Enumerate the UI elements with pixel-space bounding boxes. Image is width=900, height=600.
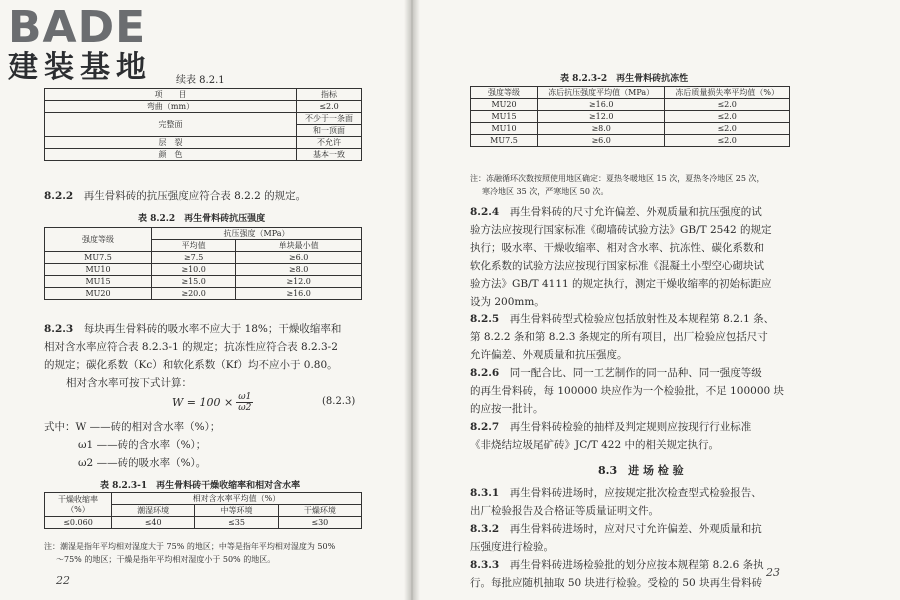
table-8-2-3-2-caption: 表 8.2.3-2 再生骨料砖抗冻性 — [560, 74, 689, 84]
logo-brand: BADE — [8, 2, 147, 53]
table-8-2-1-cont — [44, 88, 362, 161]
clause-8-3-2: 8.3.2 再生骨料砖进场时，应对尺寸允许偏差、外观质量和抗 压强度进行检验。 — [470, 523, 762, 553]
formula-tag: (8.2.3) — [322, 396, 356, 407]
table-row: MU7.5 ≥6.0 ≤2.0 — [471, 135, 790, 147]
clause-8-3-3: 8.3.3 再生骨料砖进场检验批的划分应按本规程第 8.2.6 条执 行。每批应随机抽取 50 块进行检验。受检的 50 块再生骨料砖 — [470, 559, 764, 589]
table-8-2-2-caption: 表 8.2.2 再生骨料砖抗压强度 — [138, 214, 266, 224]
page-number-left: 22 — [56, 574, 70, 587]
table-8-2-3-1-note: 注：潮湿是指年平均相对湿度大于 75% 的地区；中等是指年平均相对湿度为 50% ～75% 的地区；干燥是指年平均相对湿度小于 50% 的地区。 — [44, 542, 336, 564]
clause-8-2-3: 8.2.3 每块再生骨料砖的吸水率不应大于 18%；干燥收缩率和 相对含水率应符合表 8.2.3-1 的规定；抗冻性应符合表 8.2.3-2 的规定；碳化系数（Kc）和软化系数（Kf）均不应小于 0.80。 相对含水率可按下式计算： — [44, 323, 342, 389]
formula-where: 式中：W ——砖的相对含水率（%）； ω1 ——砖的含水率（%）； ω2 ——砖的吸水率（%）。 — [44, 421, 221, 469]
table-8-2-3-1-caption: 表 8.2.3-1 再生骨料砖干燥收缩率和相对含水率 — [100, 481, 301, 491]
th-item: 项 目 — [45, 89, 297, 101]
clause-8-2-6: 8.2.6 同一配合比、同一工艺制作的同一品种、同一强度等级 的再生骨料砖，每 100000 块应作为一个检验批，不足 100000 块 的应按一批计。 — [470, 367, 785, 415]
table-row: MU20 ≥20.0 ≥16.0 — [45, 288, 362, 300]
th-index: 指标 — [297, 89, 362, 101]
clause-8-3-1: 8.3.1 再生骨料砖进场时，应按规定批次检查型式检验报告、 出厂检验报告及合格证等质量证明文件。 — [470, 487, 762, 517]
table-8-2-3-1: 干燥收缩率 （%） 相对含水率平均值（%） 潮湿环境 中等环境 干燥环境 ≤0.060 ≤40 ≤35 ≤30 — [44, 492, 362, 529]
clause-8-2-4: 8.2.4 再生骨料砖的尺寸允许偏差、外观质量和抗压强度的试 验方法应按现行国家标准《砌墙砖试验方法》GB/T 2542 的规定 执行；吸水率、干燥收缩率、相对含水率、抗冻性、碳化系数和 软化系数的试验方法应按现行国家标准《混凝土小型空心砌块试 验方法》GB/T 4111 的规定执行，测定干燥收缩率的初始标距应 设为 200mm。 — [470, 206, 772, 308]
table-8-2-2: 强度等级 抗压强度（MPa） 平均值 单块最小值 MU7.5 ≥7.5 ≥6.0 MU10 ≥10.0 ≥8.0 MU15 ≥15.0 ≥12.0 MU20 ≥20.0 ≥16.0 — [44, 227, 362, 300]
clause-8-2-5: 8.2.5 再生骨料砖型式检验应包括放射性及本规程第 8.2.1 条、 第 8.2.2 条和第 8.2.3 条规定的所有项目，出厂检验应包括尺寸 允许偏差、外观质量和抗压强度。 — [470, 313, 775, 361]
table-row: 颜 色 基本一致 — [45, 149, 362, 161]
table-row: MU15 ≥15.0 ≥12.0 — [45, 276, 362, 288]
clause-8-2-2: 8.2.2 再生骨料砖的抗压强度应符合表 8.2.2 的规定。 — [44, 190, 307, 202]
table-row: MU15 ≥12.0 ≤2.0 — [471, 111, 790, 123]
table-row: 弯曲（mm） ≤2.0 — [45, 101, 362, 113]
table-row: MU10 ≥8.0 ≤2.0 — [471, 123, 790, 135]
table-row: MU7.5 ≥7.5 ≥6.0 — [45, 252, 362, 264]
table-row: 层 裂 不允许 — [45, 137, 362, 149]
table-row: MU20 ≥16.0 ≤2.0 — [471, 99, 790, 111]
clause-8-2-7: 8.2.7 再生骨料砖检验的抽样及判定规则应按现行行业标准 《非烧结垃圾尾矿砖》JC/T 422 中的相关规定执行。 — [470, 421, 752, 451]
formula-8-2-3: W = 100 × $\frac{\omega 1}{\omega 2}$ — [172, 392, 252, 413]
continued-table-caption: 续表 8.2.1 — [176, 75, 225, 86]
table-row: ≤0.060 ≤40 ≤35 ≤30 — [45, 517, 362, 529]
table-8-2-3-2-note: 注：冻融循环次数按照使用地区确定：夏热冬暖地区 15 次，夏热冬冷地区 25 次， 寒冷地区 35 次，严寒地区 50 次。 — [470, 174, 765, 196]
table-row: 和一顶面 — [45, 125, 362, 137]
logo-chinese: 建装基地 — [8, 50, 152, 85]
table-row: MU10 ≥10.0 ≥8.0 — [45, 264, 362, 276]
table-8-2-3-2: 强度等级 冻后抗压强度平均值（MPa） 冻后质量损失率平均值（%） MU20 ≥16.0 ≤2.0 MU15 ≥12.0 ≤2.0 MU10 ≥8.0 ≤2.0 MU7.5 ≥6.0 ≤2.0 — [470, 86, 790, 147]
section-8-3-heading: 8.3 进 场 检 验 — [598, 464, 684, 477]
page-number-right: 23 — [766, 566, 780, 579]
book-gutter — [404, 0, 420, 600]
table-row: 完整面 不少于一条面 — [45, 113, 362, 125]
